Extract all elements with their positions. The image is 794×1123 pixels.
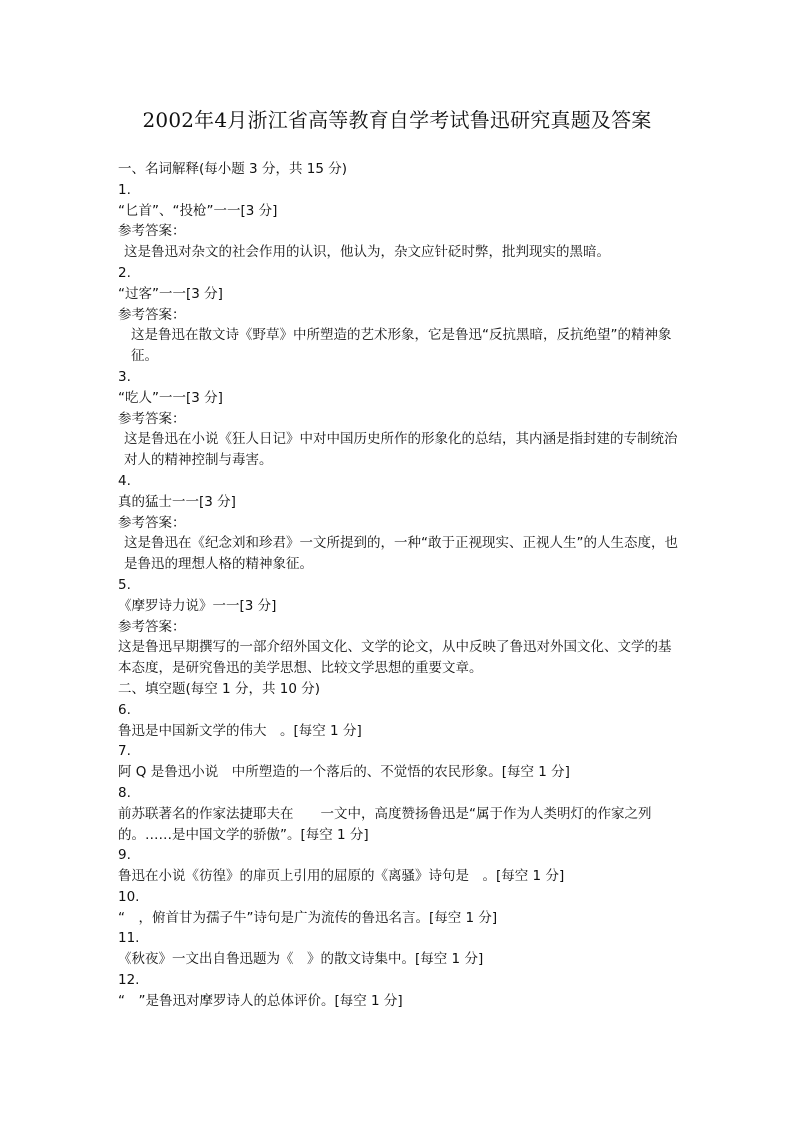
question-number: 10.	[118, 888, 140, 905]
answer-label: 参考答案：	[118, 514, 186, 531]
document-title: 2002年4月浙江省高等教育自学考试鲁迅研究真题及答案	[142, 108, 652, 132]
question-text: 《摩罗诗力说》一一[3 分]	[118, 597, 277, 614]
question-number: 11.	[118, 930, 140, 947]
question-text: “ ”是鲁迅对摩罗诗人的总体评价。[每空 1 分]	[118, 992, 403, 1009]
question-text: 前苏联著名的作家法捷耶夫在 一文中，高度赞扬鲁迅是“属于作为人类明灯的作家之列的。……是中国文学的骄傲”。[每空 1 分]	[118, 805, 652, 843]
question-text: 鲁迅在小说《彷徨》的扉页上引用的屈原的《离骚》诗句是 。[每空 1 分]	[118, 868, 565, 885]
question-number: 2.	[118, 264, 131, 281]
question-text: 鲁迅是中国新文学的伟大 。[每空 1 分]	[118, 722, 362, 739]
answer-text: 这是鲁迅在散文诗《野草》中所塑造的艺术形象，它是鲁迅“反抗黑暗，反抗绝望”的精神象征。	[131, 327, 672, 365]
question-number: 9.	[118, 847, 131, 864]
question-text: 《秋夜》一文出自鲁迅题为《 》的散文诗集中。[每空 1 分]	[118, 951, 484, 968]
question-number: 6.	[118, 701, 131, 718]
question-text: 真的猛士一一[3 分]	[118, 493, 236, 510]
question-number: 7.	[118, 743, 131, 760]
question-number: 4.	[118, 472, 131, 489]
answer-label: 参考答案：	[118, 618, 186, 635]
question-number: 5.	[118, 576, 131, 593]
question-text: 阿 Q 是鲁迅小说 中所塑造的一个落后的、不觉悟的农民形象。[每空 1 分]	[118, 764, 570, 781]
question-text: “ ，俯首甘为孺子牛”诗句是广为流传的鲁迅名言。[每空 1 分]	[118, 909, 498, 926]
question-text: “过客”一一[3 分]	[118, 285, 223, 302]
answer-label: 参考答案：	[118, 410, 186, 427]
question-text: “吃人”一一[3 分]	[118, 389, 223, 406]
answer-text: 这是鲁迅早期撰写的一部介绍外国文化、文学的论文，从中反映了鲁迅对外国文化、文学的基本态度，是研究鲁迅的美学思想、比较文学思想的重要文章。	[118, 639, 672, 677]
section-heading-terms: 一、名词解释(每小题 3 分，共 15 分)	[118, 161, 347, 177]
question-number: 12.	[118, 972, 140, 989]
question-number: 3.	[118, 368, 131, 385]
section-heading-fill-blank: 二、填空题(每空 1 分，共 10 分)	[118, 680, 320, 697]
answer-label: 参考答案：	[118, 223, 186, 240]
question-text: “匕首”、“投枪”一一[3 分]	[118, 202, 278, 219]
answer-label: 参考答案：	[118, 306, 186, 323]
answer-text: 这是鲁迅对杂文的社会作用的认识，他认为，杂文应针砭时弊，批判现实的黑暗。	[124, 244, 610, 261]
question-number: 8.	[118, 784, 131, 801]
answer-text: 这是鲁迅在《纪念刘和珍君》一文所提到的，一种“敢于正视现实、正视人生”的人生态度，也是鲁迅的理想人格的精神象征。	[124, 535, 678, 573]
document-body	[118, 159, 678, 1012]
question-number: 1.	[118, 181, 131, 198]
answer-text: 这是鲁迅在小说《狂人日记》中对中国历史所作的形象化的总结，其内涵是指封建的专制统治对人的精神控制与毒害。	[124, 431, 678, 469]
